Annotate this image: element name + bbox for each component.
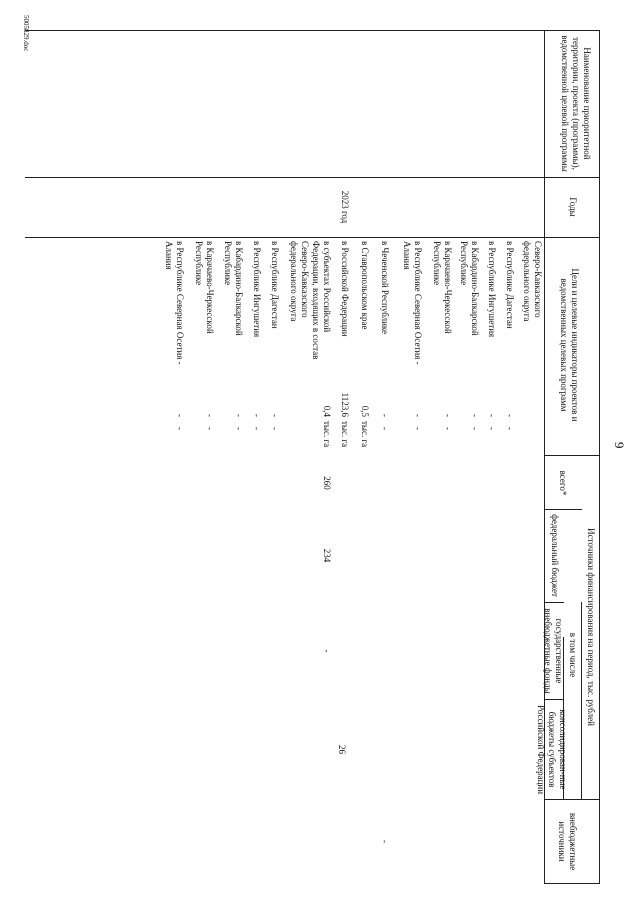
indicator-row: в Республике Дагестан [505,241,515,329]
col-line-regional-offbudget [544,799,600,800]
indicator-row: в Чеченской Республике [380,241,390,335]
indicator-value: 1123,6 [340,392,350,417]
indicator-row: в Ставропольском крае [360,241,370,330]
indicator-row: в Карачаево-Черкесской Республике [432,241,453,334]
indicator-unit: - [470,427,480,430]
year-label: 2023 год [340,190,350,224]
indicator-unit: тыс. га [322,421,332,448]
indicator-value: - [234,414,244,417]
header-col-funds: государственные внебюджетные фонды [543,608,564,694]
indicator-unit: - [380,427,390,430]
indicator-row: в Карачаево-Черкесской Республике [194,241,215,334]
indicator-unit: - [175,427,185,430]
finance-offbudget: - [380,840,390,843]
indicator-unit: - [413,427,423,430]
indicator-unit: - [205,427,215,430]
indicator-value: 0,5 [360,405,370,417]
indicator-row: в Республике Ингушетия [487,241,497,338]
col-line-funds-regional [544,699,564,700]
indicator-row: в Республике Ингушетия [252,241,262,338]
header-col-goals: Цели и целевые индикаторы проектов и ведомственных целевых программ [559,268,580,422]
col-line-total-federal [544,509,582,510]
col-line-right [544,883,600,884]
indicator-row: в Республике Северная Осетия - Алания [402,241,423,365]
indicator-row: в Республике Северная Осетия - Алания [164,241,185,365]
indicator-value: - [505,414,515,417]
indicator-value: - [175,414,185,417]
indicator-value: 0,4 [322,405,332,417]
header-col-regional: консолидирован-ные бюджеты субъектов Российской Федерации [536,704,568,795]
indicator-value: - [252,414,262,417]
indicator-row: в Республике Дагестан [270,241,280,329]
indicator-unit: - [234,427,244,430]
document-id: 5005829.doc [22,15,30,52]
header-col-total: всего* [558,470,568,496]
col-line-name-years [25,177,600,178]
finance-regional: 26 [337,745,347,754]
indicator-unit: тыс. га [360,421,370,448]
indicator-row: в Кабардино-Балкарской Республике [223,241,244,336]
col-line-years-goals [25,237,600,238]
table-top-border [599,30,600,883]
indicator-unit: тыс. га [340,421,350,448]
header-col-federal: федеральный бюджет [550,514,560,597]
indicator-row: Северо-Кавказского федерального округа [522,241,543,322]
col-line-federal-funds [544,602,564,603]
header-col-sources: Источники финансирования на период, тыс. рублей [586,528,596,726]
col-line-left [25,30,600,31]
indicator-value: - [443,414,453,417]
subheader-line-sources [581,602,582,799]
indicator-value: - [205,414,215,417]
indicator-value: - [470,414,480,417]
indicator-unit: - [487,427,497,430]
page-number: 9 [612,442,627,449]
finance-funds: - [322,649,332,653]
header-col-offbudget: внебюджетные источники [557,812,578,871]
header-col-years: Годы [568,197,578,217]
indicator-row: в Кабардино-Балкарской Республике [459,241,480,336]
indicator-unit: - [505,427,515,430]
indicator-value: - [487,414,497,417]
header-col-including: в том числе [568,632,578,678]
indicator-value: - [413,414,423,417]
col-line-goals-total [544,455,600,456]
indicator-row: в Российской Федерации [340,241,350,337]
finance-total: 260 [322,476,332,490]
rotated-document-page [10,15,630,895]
indicator-value: - [270,414,280,417]
indicator-unit: - [443,427,453,430]
indicator-unit: - [270,427,280,430]
finance-federal: 234 [322,548,332,563]
indicator-unit: - [252,427,262,430]
indicator-value: - [380,414,390,417]
indicator-row: в субъектах Российской Федерации, входящих в состав Северо-Кавказского федерального округа [289,241,332,360]
header-col-name: Наименование приоритетной территории, проекта (программы), ведомственной целевой программы [560,35,592,172]
